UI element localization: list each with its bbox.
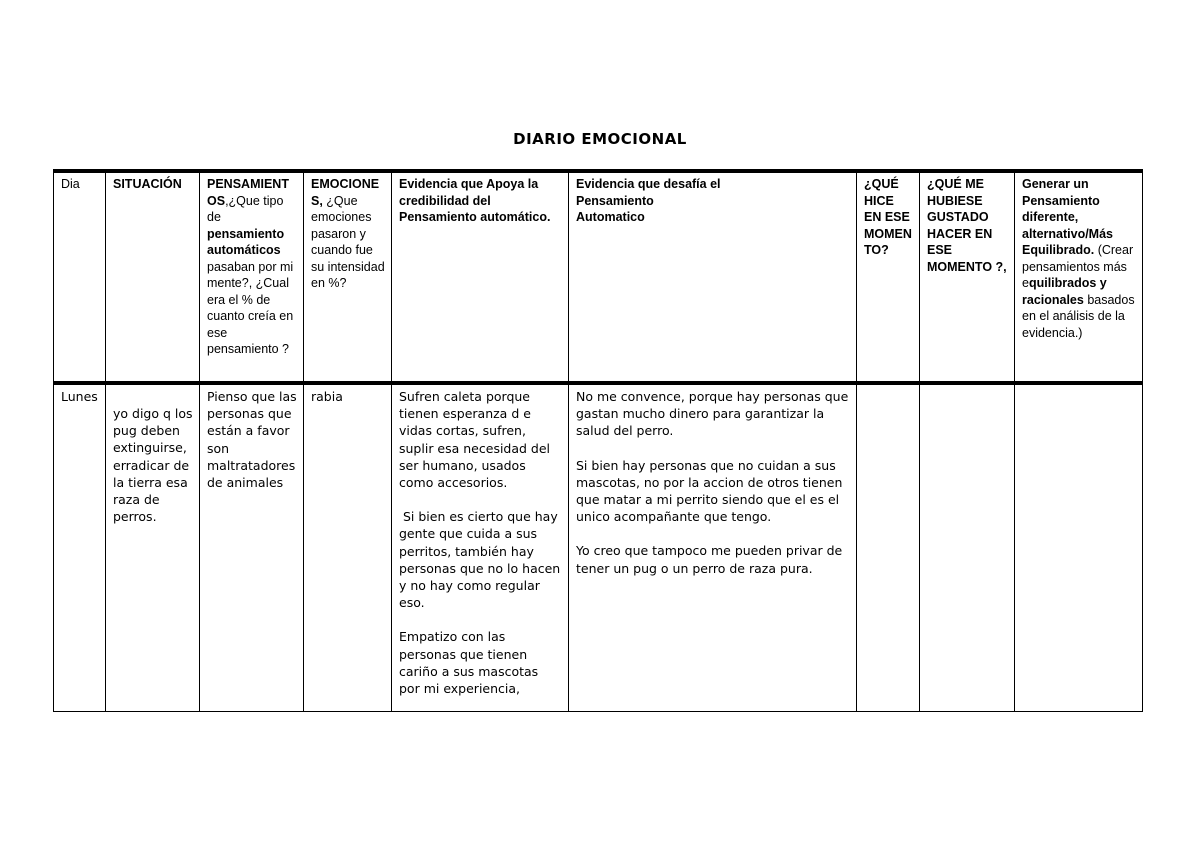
evidencia-desafia-paragraph: No me convence, porque hay personas que gastan mucho dinero para garantizar la salud del perro.	[576, 389, 853, 439]
table-row	[54, 383, 1143, 711]
document-title: DIARIO EMOCIONAL	[513, 130, 687, 148]
cell-que-me-hubiese-gustado	[920, 383, 1015, 711]
cell-evidencia-apoya	[392, 383, 569, 711]
cell-generar-pensamiento	[1015, 383, 1143, 711]
header-pensamientos: PENSAMIENTOS,¿Que tipo de pensamiento automáticos pasaban por mi mente?, ¿Cual era el % de cuanto creía en ese pensamiento ?	[200, 171, 304, 383]
evidencia-apoya-paragraph: Sufren caleta porque tienen esperanza d e vidas cortas, sufren, suplir esa necesidad del ser humano, usados como accesorios.	[399, 389, 555, 491]
cell-que-hice	[857, 383, 920, 711]
evidencia-apoya-paragraph: Si bien es cierto que hay gente que cuida a sus perritos, también hay personas que no lo hacen y no hay como regular eso.	[399, 509, 565, 611]
header-que-me-hubiese-gustado: ¿QUÉ ME HUBIESE GUSTADO HACER EN ESE MOMENTO ?,	[920, 171, 1015, 383]
cell-pensamientos: Pienso que las personas que están a favor son maltratadores de animales	[200, 383, 304, 711]
header-que-hice: ¿QUÉ HICE EN ESE MOMENTO?	[857, 171, 920, 383]
cell-evidencia-desafia	[569, 383, 857, 711]
evidencia-desafia-paragraph: Yo creo que tampoco me pueden privar de tener un pug o un perro de raza pura.	[576, 543, 847, 576]
header-evidencia-desafia: Evidencia que desafía el Pensamiento Automatico	[569, 171, 857, 383]
evidencia-desafia-paragraph: Si bien hay personas que no cuidan a sus mascotas, no por la accion de otros tienen que matar a mi perrito siendo que el es el unico acompañante que tengo.	[576, 457, 847, 525]
header-generar-pensamiento: Generar un Pensamiento diferente, alternativo/Más Equilibrado. (Crear pensamientos más equilibrados y racionales basados en el análisis de la evidencia.)	[1015, 171, 1143, 383]
header-emociones: EMOCIONES, ¿Que emociones pasaron y cuando fue su intensidad en %?	[304, 171, 392, 383]
header-situacion: SITUACIÓN	[106, 171, 200, 383]
header-dia: Dia	[54, 171, 106, 383]
cell-emociones: rabia	[304, 383, 392, 711]
header-evidencia-apoya: Evidencia que Apoya la credibilidad del Pensamiento automático.	[392, 171, 569, 383]
emotional-diary-table	[53, 169, 1143, 712]
header-row	[54, 171, 1143, 383]
evidencia-apoya-paragraph: Empatizo con las personas que tienen cariño a sus mascotas por mi experiencia,	[399, 629, 543, 697]
cell-dia: Lunes	[54, 383, 106, 711]
cell-situacion: yo digo q los pug deben extinguirse, erradicar de la tierra esa raza de perros.	[106, 383, 200, 711]
